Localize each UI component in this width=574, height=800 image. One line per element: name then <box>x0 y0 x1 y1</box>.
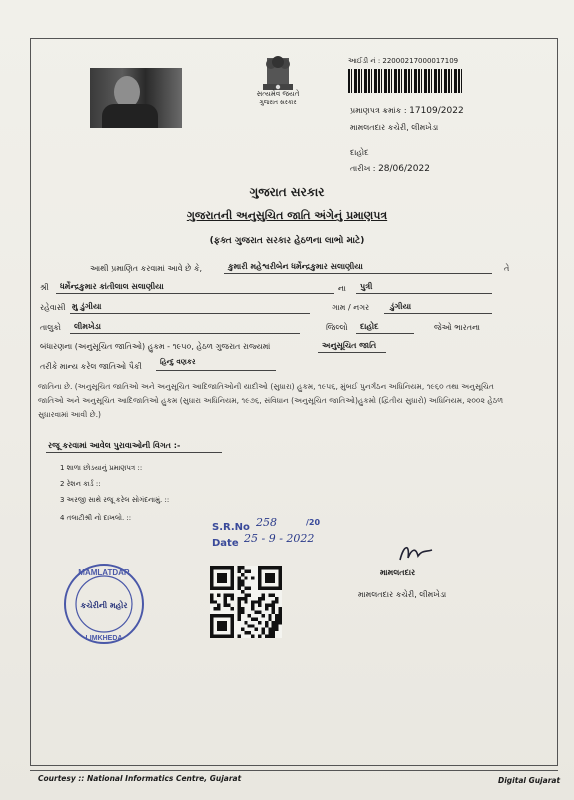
footer-divider <box>30 770 558 771</box>
na-label: ના <box>338 284 346 293</box>
category: અનુસૂચિત જાતિ <box>322 341 377 350</box>
residence: મુ ડુંગીયા <box>72 302 102 311</box>
village-label: ગામ / નગર <box>332 303 370 312</box>
footer-courtesy: Courtesy :: National Informatics Centre, Gujarat <box>38 774 242 783</box>
certificate-number-row <box>350 106 464 116</box>
emblem-subcaption: ગુજરાત સરકાર <box>259 99 297 106</box>
certificate-subtitle: (ફક્ત ગુજરાત સરકાર હેઠળના લાભો માટે) <box>209 236 365 246</box>
evidence-item: 1 શાળા છોડયાનું પ્રમાણપત્ર :: <box>60 464 143 472</box>
district-top: દાહોદ <box>350 148 369 157</box>
footer-brand: Digital Gujarat <box>498 776 561 785</box>
office-seal-icon <box>62 562 146 646</box>
seal-center-text: કચેરીની મહોર <box>80 601 128 610</box>
taluka-label: તાલુકો <box>40 323 61 332</box>
state-label: જેઓ ભારતના <box>434 323 481 332</box>
relation: પુત્રી <box>360 282 373 291</box>
sr-number-value: 258 <box>256 516 277 529</box>
certificate-number-label: પ્રમાણપત્ર ક્રમાંક : <box>350 106 407 115</box>
evidence-item: 3 અરજી સાથે રજૂ કરેલ સોગંદનામું. :: <box>60 496 170 504</box>
caste: હિન્દુ વણકર <box>160 358 196 366</box>
applicant-photo <box>90 68 182 128</box>
father-name: ધર્મેન્દ્રકુમાર કાંતીલાલ સલાણીયા <box>60 282 164 291</box>
district-label: જિલ્લો <box>326 323 348 332</box>
date-value: 28/06/2022 <box>378 164 430 174</box>
emblem-caption: સત્યમેવ જયતે <box>256 90 300 98</box>
signature-icon <box>396 540 436 564</box>
office-top: મામલતદાર કચેરી, લીમખેડા <box>350 123 439 132</box>
date-label: તારીખ : <box>350 164 376 173</box>
residence-label: રહેવાસી <box>40 303 66 312</box>
sign-title: મામલતદાર <box>380 568 416 577</box>
intro-suffix: તે <box>504 264 510 273</box>
applicant-name: કુમારી મહેશ્વરીબેન ધર્મેન્દ્રકુમાર સલાણીયા <box>228 262 363 271</box>
qr-code <box>210 566 282 638</box>
barcode-id-text: આઈડી નં : 22000217000017109 <box>348 57 459 65</box>
shri-label: શ્રી <box>40 283 49 292</box>
legal-paragraph: જાતિના છે. (અનુસૂચિત જાતિઓ અને અનુસૂચિત આદિજાતિઓની યાદીઓ (સુધારા) હુકમ, ૧૯૫૬, મુંબઈ પુનર્ગઠન અધિનિયમ, ૧૯૬૦ તથા અનુસૂચિત જાતિઓ અને અનુસૂચિત આદિજાતિઓ હુકમ (સુધારા અધિનિયમ, ૧૯૭૬, સંવિધાન (અનુસૂચિત જાતિઓ)હુકમો (દ્વિતીય સુધારો) અધિનિયમ, ૨૦૦૨ હેઠળ સુધારવામાં આવી છે.) <box>38 382 504 419</box>
intro-text: આથી પ્રમાણિત કરવામાં આવે છે કે, <box>90 264 203 273</box>
evidence-item: 2 રેશન કાર્ડ :: <box>60 480 101 488</box>
certificate-title: ગુજરાતની અનુસુચિત જાતિ અંગેનું પ્રમાણપત્ર <box>186 209 388 222</box>
village: ડુંગીયા <box>390 302 412 311</box>
taluka: લીમખેડા <box>74 322 101 331</box>
serial-text: તરીકે માન્ય કરેલ જાતિઓ પૈકી <box>40 362 142 371</box>
evidence-title: રજૂ કરવામાં આવેલ પુરાવાઓની વિગત :- <box>48 441 181 450</box>
evidence-item: 4 તલાટીશ્રી નો દાખલો. :: <box>60 514 132 522</box>
seal-top-text: MAMLATDAR <box>78 568 130 577</box>
sr-year: /20 <box>306 518 321 527</box>
district: દાહોદ <box>360 322 379 331</box>
certificate-number: 17109/2022 <box>409 106 464 116</box>
gov-title: ગુજરાત સરકાર <box>249 185 325 199</box>
barcode <box>348 69 462 93</box>
seal-bottom-text: LIMKHEDA <box>85 635 123 642</box>
sr-number-label: S.R.No <box>212 522 250 533</box>
date-row <box>350 164 430 174</box>
date-stamp-value: 25 - 9 - 2022 <box>244 532 315 545</box>
sign-office: મામલતદાર કચેરી, લીમખેડા <box>358 590 447 599</box>
date-stamp-label: Date <box>212 538 239 549</box>
order-text: બંધારણના (અનુસૂચિત જાતિઓ) હુકમ - ૧૯૫૦, હેઠળ ગુજરાત રાજ્યમાં <box>40 342 271 351</box>
